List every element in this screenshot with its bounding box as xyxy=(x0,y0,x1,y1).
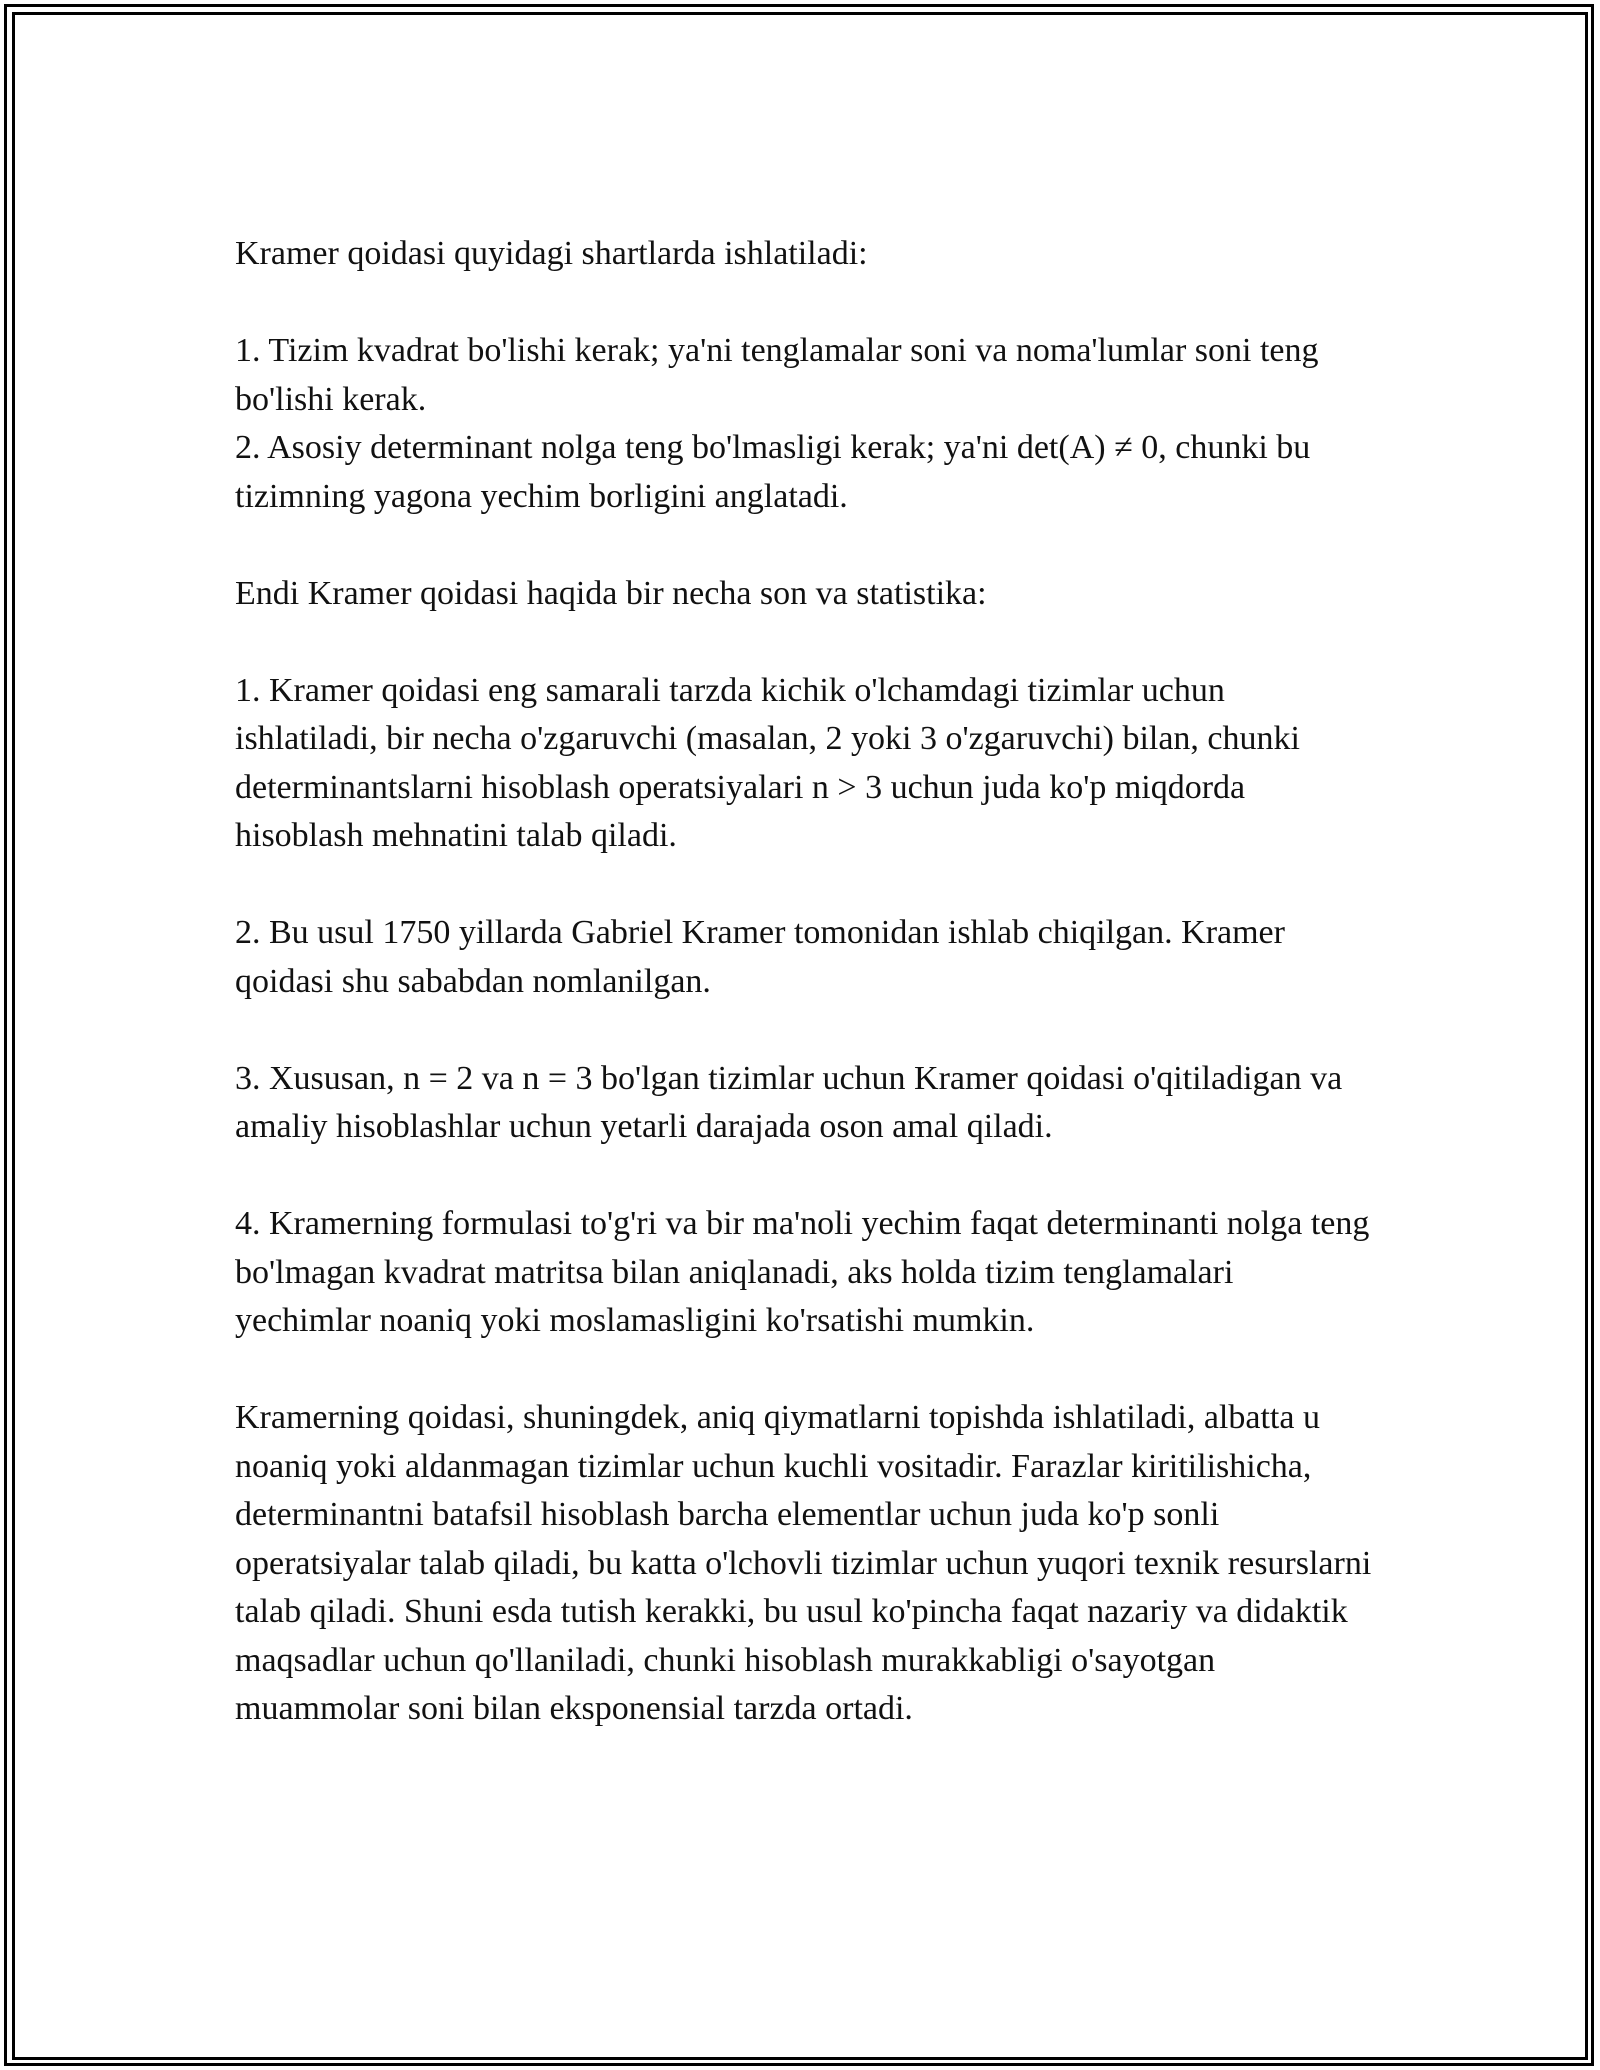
document-body xyxy=(235,230,1375,1734)
fact-item-1: 1. Kramer qoidasi eng samarali tarzda kichik o'lchamdagi tizimlar uchun ishlatiladi, bir necha o'zgaruvchi (masalan, 2 yoki 3 o'zgaruvchi) bilan, chunki determinantslarni hisoblash operatsiyalari n > 3 uchun juda ko'p miqdorda hisoblash mehnatini talab qiladi. xyxy=(235,671,1300,854)
spacer xyxy=(235,1152,1375,1201)
spacer xyxy=(235,861,1375,910)
fact-item-3: 3. Xususan, n = 2 va n = 3 bo'lgan tizimlar uchun Kramer qoidasi o'qitiladigan va amaliy hisoblashlar uchun yetarli darajada oson amal qiladi. xyxy=(235,1059,1343,1145)
spacer xyxy=(235,521,1375,570)
fact-item-2: 2. Bu usul 1750 yillarda Gabriel Kramer tomonidan ishlab chiqilgan. Kramer qoidasi shu sababdan nomlanilgan. xyxy=(235,914,1285,1000)
spacer xyxy=(235,618,1375,667)
spacer xyxy=(235,1006,1375,1055)
condition-item-2: 2. Asosiy determinant nolga teng bo'lmasligi kerak; ya'ni det(A) ≠ 0, chunki bu tizimning yagona yechim borligini anglatadi. xyxy=(235,429,1311,515)
stats-heading: Endi Kramer qoidasi haqida bir necha son va statistika: xyxy=(235,574,987,612)
spacer xyxy=(235,1346,1375,1395)
fact-item-4: 4. Kramerning formulasi to'g'ri va bir ma'noli yechim faqat determinanti nolga teng bo'lmagan kvadrat matritsa bilan aniqlanadi, aks holda tizim tenglamalari yechimlar noaniq yoki moslamasligini ko'rsatishi mumkin. xyxy=(235,1205,1370,1339)
condition-item-1: 1. Tizim kvadrat bo'lishi kerak; ya'ni tenglamalar soni va noma'lumlar soni teng bo'lishi kerak. xyxy=(235,332,1319,418)
conclusion-paragraph: Kramerning qoidasi, shuningdek, aniq qiymatlarni topishda ishlatiladi, albatta u noaniq yoki aldanmagan tizimlar uchun kuchli vositadir. Farazlar kiritilishicha, determinantni batafsil hisoblash barcha elementlar uchun juda ko'p sonli operatsiyalar talab qiladi, bu katta o'lchovli tizimlar uchun yuqori texnik resurslarni talab qiladi. Shuni esda tutish kerakki, bu usul ko'pincha faqat nazariy va didaktik maqsadlar uchun qo'llaniladi, chunki hisoblash murakkabligi o'sayotgan muammolar soni bilan eksponensial tarzda ortadi. xyxy=(235,1399,1372,1727)
spacer xyxy=(235,279,1375,328)
intro-paragraph: Kramer qoidasi quyidagi shartlarda ishlatiladi: xyxy=(235,235,868,272)
